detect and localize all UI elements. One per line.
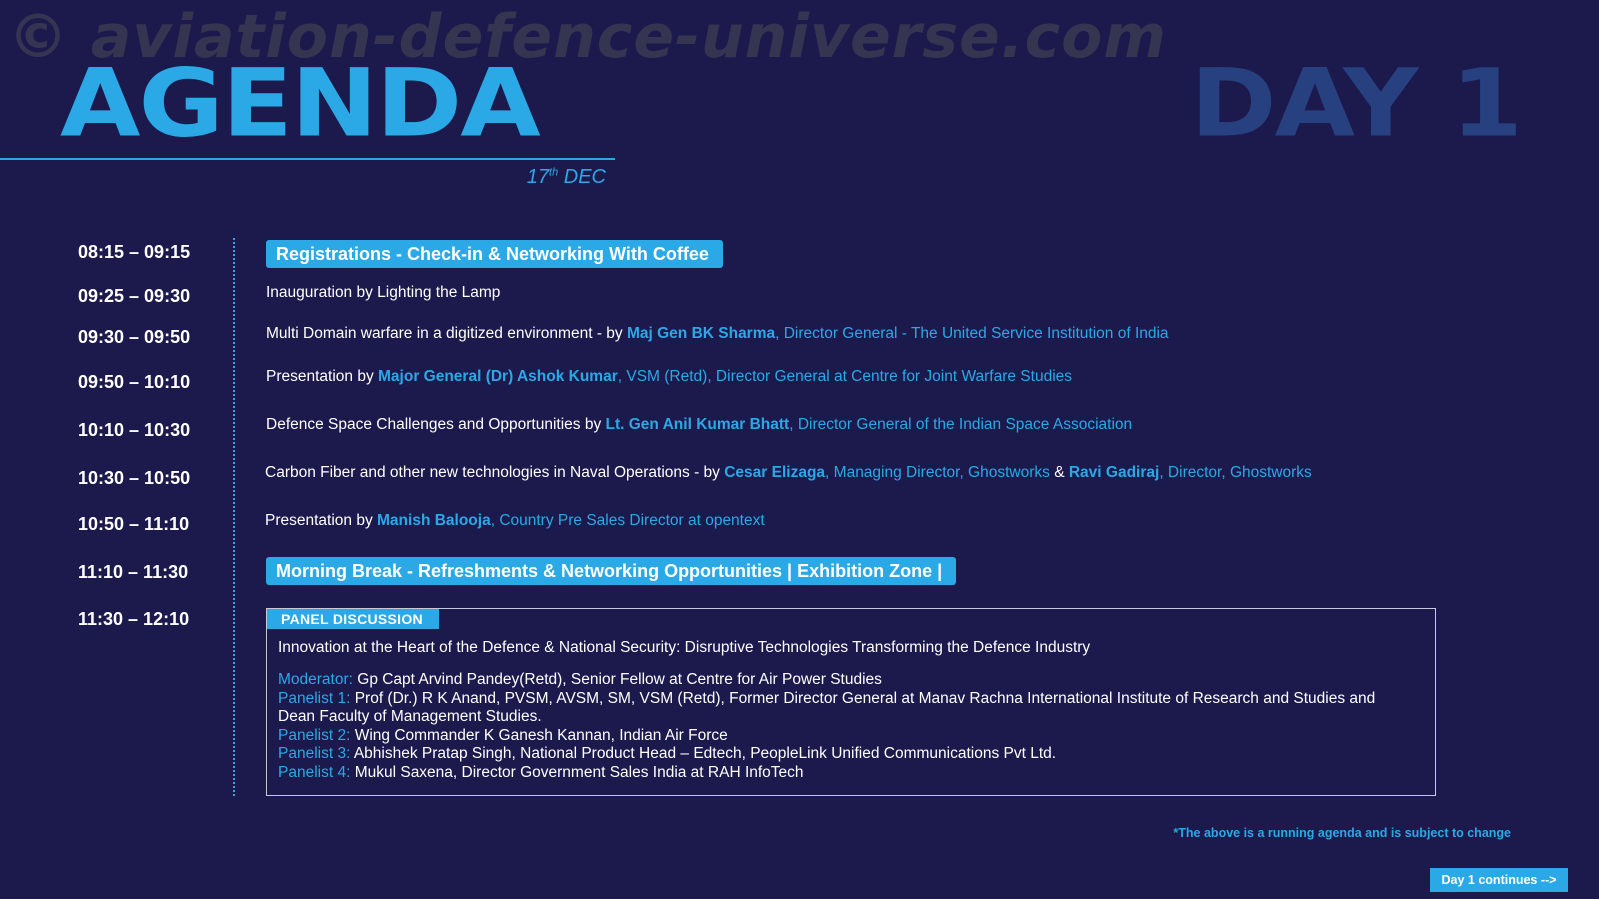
time-slot: 08:15 – 09:15 [78,242,191,262]
day-continues-button[interactable]: Day 1 continues --> [1430,868,1568,892]
speaker-role: , Director, Ghostworks [1159,464,1312,481]
agenda-row-break [0,557,1599,587]
panel-member [278,727,1398,746]
agenda-row-inauguration [0,281,1599,311]
session-title: Defence Space Challenges and Opportunities by [266,416,606,433]
speaker-name: Lt. Gen Anil Kumar Bhatt [605,416,790,433]
session-line [266,362,1072,392]
time-slot: 11:30 – 12:10 [78,609,190,629]
speaker-name: Manish Balooja [377,512,491,529]
speaker-name: Ravi Gadiraj [1068,464,1160,481]
speaker-role: , Managing Director, Ghostworks [825,464,1050,481]
session-line [266,410,1132,440]
time-slot: 10:30 – 10:50 [78,468,191,488]
time-slot: 11:10 – 11:30 [78,562,189,582]
session-title: Presentation by [266,368,379,385]
session-line [265,506,765,536]
time-slot: 09:50 – 10:10 [78,372,191,392]
panel-members [278,671,1398,782]
member-name: Abhishek Pratap Singh, National Product Head – Edtech, PeopleLink Unified Communications Pvt Ltd. [350,745,1057,762]
speaker-name: Cesar Elizaga [724,464,826,481]
date-suffix: th [549,166,559,179]
member-role: Panelist 4: [278,763,351,781]
agenda-row-session [0,463,1599,493]
agenda-row-session [0,509,1599,539]
time-slot: 10:50 – 11:10 [78,514,190,534]
watermark: © aviation-defence-universe.com [8,2,1167,72]
speaker-name: Major General (Dr) Ashok Kumar [378,368,618,385]
speaker-joiner: & [1049,464,1069,481]
agenda-row-session [0,322,1599,352]
panel-discussion-box [266,608,1436,796]
session-line [265,458,1312,488]
member-name: Wing Commander K Ganesh Kannan, Indian Air Force [350,726,728,744]
event-date [527,166,606,189]
member-name: Mukul Saxena, Director Government Sales India at RAH InfoTech [350,763,804,781]
time-slot: 09:25 – 09:30 [78,286,191,306]
member-role: Panelist 2: [278,726,351,744]
panel-member [278,745,1398,764]
speaker-role: , Country Pre Sales Director at opentext [490,512,765,529]
speaker-role: , Director General of the Indian Space Association [789,416,1133,433]
agenda-title: AGENDA [60,48,539,158]
day-title: DAY 1 [1190,48,1521,158]
agenda-row-session [0,415,1599,445]
date-day: 17 [526,166,550,188]
session-title: Presentation by [265,512,378,529]
session-title: Carbon Fiber and other new technologies in Naval Operations - by [265,464,725,481]
speaker-role: , Director General - The United Service Institution of India [775,325,1169,342]
time-slot: 10:10 – 10:30 [78,420,191,440]
member-name: Gp Capt Arvind Pandey(Retd), Senior Fellow at Centre for Air Power Studies [352,671,882,688]
panel-tag: PANEL DISCUSSION [267,609,439,629]
date-month: DEC [563,166,606,188]
session-title: Inauguration by Lighting the Lamp [266,284,501,301]
member-role: Moderator: [278,671,353,688]
highlight-banner: Morning Break - Refreshments & Networking Opportunities | Exhibition Zone | [266,557,956,585]
time-slot: 09:30 – 09:50 [78,327,191,347]
member-name: Prof (Dr.) R K Anand, PVSM, AVSM, SM, VSM (Retd), Former Director General at Manav Rachna International Institute of Research and Studies and Dean Faculty of Management Studies. [278,689,1376,725]
panel-member [278,671,1398,690]
disclaimer-note: *The above is a running agenda and is subject to change [1173,826,1511,840]
agenda-row-session [0,367,1599,397]
session-line [266,319,1169,349]
highlight-banner: Registrations - Check-in & Networking With Coffee [266,240,723,268]
speaker-name: Maj Gen BK Sharma [626,325,776,342]
session-title: Multi Domain warfare in a digitized environment - by [266,325,627,342]
member-role: Panelist 3: [278,745,351,762]
panel-member [278,690,1398,727]
panel-member [278,764,1398,783]
title-rule [0,158,615,160]
member-role: Panelist 1: [278,689,351,707]
panel-topic: Innovation at the Heart of the Defence & National Security: Disruptive Technologies Transforming the Defence Industry [278,639,1091,656]
speaker-role: , VSM (Retd), Director General at Centre for Joint Warfare Studies [617,368,1073,385]
agenda-row-registration [0,237,1599,267]
